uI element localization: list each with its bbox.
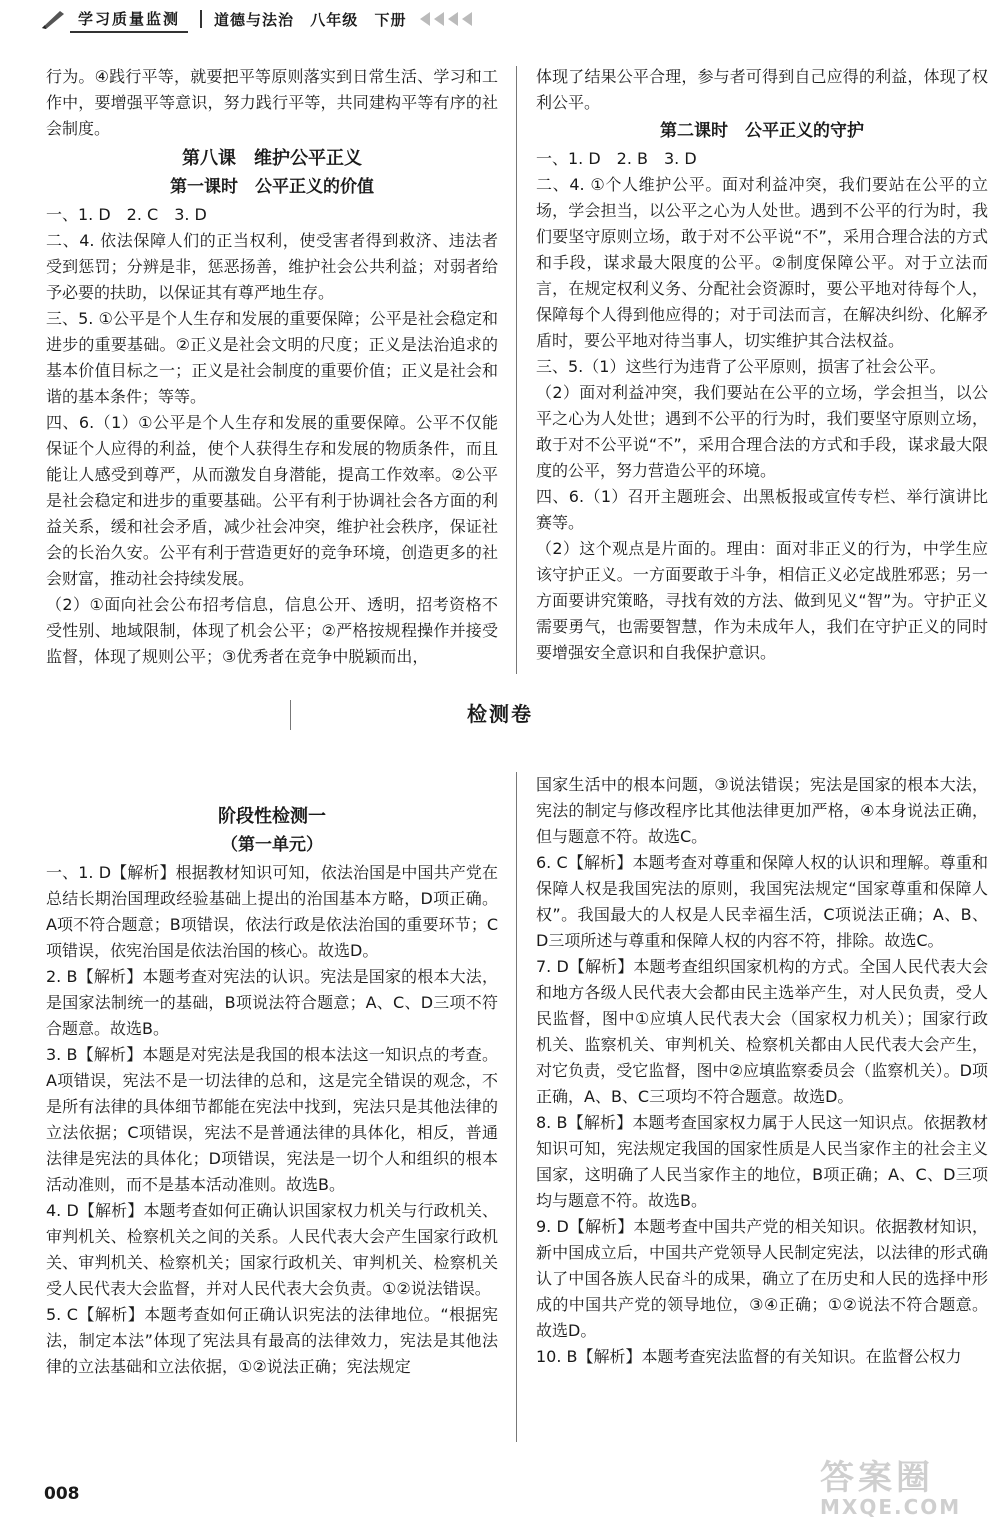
answer-item: （2）①面向社会公布招考信息，信息公开、透明，招考资格不受性别、地域限制，体现了机会公平；②严格按规程操作并接受监督，体现了规则公平；③优秀者在竞争中脱颖而出，: [46, 595, 498, 666]
section-title: 检测卷: [467, 702, 533, 726]
bottom-left-column: [46, 800, 498, 1380]
answer-item: 7. D【解析】本题考查组织国家机构的方式。全国人民代表大会和地方各级人民代表大会都由民主选举产生，对人民负责，受人民监督，图中①应填人民代表大会（国家权力机关）；国家行政机关、监察机关、审判机关、检察机关都由人民代表大会产生，对它负责，受它监督，图中②应填监察委员会（监察机关）。D项正确，A、B、C三项均不符合题意。故选D。: [536, 957, 988, 1106]
test-title: 阶段性检测一: [218, 806, 326, 827]
answer-item: 2. B【解析】本题考查对宪法的认识。宪法是国家的根本大法，是国家法制统一的基础，B项说法符合题意；A、C、D三项不符合题意。故选B。: [46, 967, 498, 1038]
answer-item: 一、1. D 2. C 3. D: [46, 205, 207, 224]
paragraph: 体现了结果公平合理，参与者可得到自己应得的利益，体现了权利公平。: [536, 67, 988, 112]
answer-item: 二、4. ①个人维护公平。面对利益冲突，我们要站在公平的立场，学会担当，以公平之心为人处世。遇到不公平的行为时，我们要坚守原则立场，敢于对不公平说“不”，采用合理合法的方式和手段，谋求最大限度的公平。②制度保障公平。对于立法而言，在规定权利义务、分配社会资源时，要公平地对待每个人，保障每个人得到他应得的；对于司法而言，在解决纠纷、化解矛盾时，要公平地对待当事人，切实维护其合法权益。: [536, 175, 988, 350]
answer-item: 四、6.（1）①公平是个人生存和发展的重要保障。公平不仅能保证个人应得的利益，使个人获得生存和发展的物质条件，而且能让人感受到尊严，从而激发自身潜能，提高工作效率。②公平是社会稳定和进步的重要基础。公平有利于协调社会各方面的利益关系，缓和社会矛盾，减少社会冲突，维护社会秩序，保证社会的长治久安。公平有利于营造更好的竞争环境，创造更多的社会财富，推动社会持续发展。: [46, 413, 498, 588]
top-right-column: [536, 64, 988, 666]
answer-item: 8. B【解析】本题考查国家权力属于人民这一知识点。依据教材知识可知，宪法规定我国的国家性质是人民当家作主的社会主义国家，这明确了人民当家作主的地位，B项正确；A、C、D三项均与题意不符。故选B。: [536, 1113, 988, 1210]
answer-item: （2）面对利益冲突，我们要站在公平的立场，学会担当，以公平之心为人处世；遇到不公平的行为时，我们要坚守原则立场，敢于对不公平说“不”，采用合理合法的方式和手段，谋求最大限度的公平，努力营造公平的环境。: [536, 383, 988, 480]
answer-item: （2）这个观点是片面的。理由：面对非正义的行为，中学生应该守护正义。一方面要敢于斗争，相信正义必定战胜邪恶；另一方面要讲究策略，寻找有效的方法、做到见义“智”为。守护正义需要勇气，也需要智慧，作为未成年人，我们在守护正义的同时要增强安全意识和自我保护意识。: [536, 539, 988, 662]
answer-item: 3. B【解析】本题是对宪法是我国的根本法这一知识点的考查。A项错误，宪法不是一切法律的总和，这是完全错误的观念，不是所有法律的具体细节都能在宪法中找到，宪法只是其他法律的立法依据；C项错误，宪法不是普通法律的具体化，相反，普通法律是宪法的具体化；D项错误，宪法是一切个人和组织的根本活动准则，而不是基本活动准则。故选B。: [46, 1045, 498, 1194]
period-title: 第一课时 公平正义的价值: [170, 177, 374, 197]
answer-item: 二、4. 依法保障人们的正当权利，使受害者得到救济、违法者受到惩罚；分辨是非，惩恶扬善，维护社会公共利益；对弱者给予必要的扶助，以保证其有尊严地生存。: [46, 231, 498, 302]
pen-icon: [40, 8, 66, 30]
bottom-right-column: [536, 772, 988, 1370]
answer-item: 三、5.（1）这些行为违背了公平原则，损害了社会公平。: [536, 357, 946, 376]
answer-item: 6. C【解析】本题考查对尊重和保障人权的认识和理解。尊重和保障人权是我国宪法的原则，我国宪法规定“国家尊重和保障人权”。我国最大的人权是人民幸福生活，C项说法正确；A、B、D三项所述与尊重和保障人权的内容不符，排除。故选C。: [536, 853, 988, 950]
page-number: 008: [44, 1484, 80, 1504]
header-brand: 学习质量监测: [70, 6, 188, 33]
period-title: 第二课时 公平正义的守护: [660, 121, 864, 141]
answer-item: 一、1. D【解析】根据教材知识可知，依法治国是中国共产党在总结长期治国理政经验基础上提出的治国基本方略，D项正确。A项不符合题意；B项错误，依法行政是依法治国的重要环节；C项错误，依宪治国是依法治国的核心。故选D。: [46, 863, 498, 960]
watermark-logo: [820, 1450, 990, 1520]
column-divider: [516, 66, 517, 674]
watermark-url: MXQE.COM: [820, 1495, 962, 1519]
test-subtitle: （第一单元）: [221, 835, 323, 855]
arrows-decoration-icon: [420, 10, 490, 28]
answer-item: 9. D【解析】本题考查中国共产党的相关知识。依据教材知识，新中国成立后，中国共产党领导人民制定宪法，以法律的形式确认了中国各族人民奋斗的成果，确立了在历史和人民的选择中形成的中国共产党的领导地位，③④正确；①②说法不符合题意。故选D。: [536, 1217, 988, 1340]
answer-item: 国家生活中的根本问题，③说法错误；宪法是国家的根本大法，宪法的制定与修改程序比其他法律更加严格，④本身说法正确，但与题意不符。故选C。: [536, 775, 988, 846]
header-divider: [200, 10, 202, 28]
lesson-title: 第八课 维护公平正义: [182, 148, 362, 169]
answer-item: 10. B【解析】本题考查宪法监督的有关知识。在监督公权力: [536, 1347, 962, 1366]
watermark-text: 答案圈: [820, 1458, 934, 1498]
column-divider: [516, 772, 517, 1442]
page-header: [40, 4, 500, 34]
answer-item: 5. C【解析】本题考查如何正确认识宪法的法律地位。“根据宪法，制定本法”体现了宪法具有最高的法律效力，宪法是其他法律的立法基础和立法依据，①②说法正确；宪法规定: [46, 1305, 498, 1376]
answer-item: 四、6.（1）召开主题班会、出黑板报或宣传专栏、举行演讲比赛等。: [536, 487, 988, 532]
answer-item: 一、1. D 2. B 3. D: [536, 149, 697, 168]
answer-item: 三、5. ①公平是个人生存和发展的重要保障；公平是社会稳定和进步的重要基础。②正义是社会文明的尺度；正义是法治追求的基本价值目标之一；正义是社会制度的重要价值；正义是社会和谐的基本条件；等等。: [46, 309, 498, 406]
header-subject: 道德与法治 八年级 下册: [214, 10, 407, 29]
answer-item: 4. D【解析】本题考查如何正确认识国家权力机关与行政机关、审判机关、检察机关之间的关系。人民代表大会产生国家行政机关、审判机关、检察机关；国家行政机关、审判机关、检察机关受人民代表大会监督，并对人民代表大会负责。①②说法错误。: [46, 1201, 498, 1298]
top-left-column: [46, 64, 498, 670]
paragraph: 行为。④践行平等，就要把平等原则落实到日常生活、学习和工作中，要增强平等意识，努力践行平等，共同建构平等有序的社会制度。: [46, 67, 498, 138]
